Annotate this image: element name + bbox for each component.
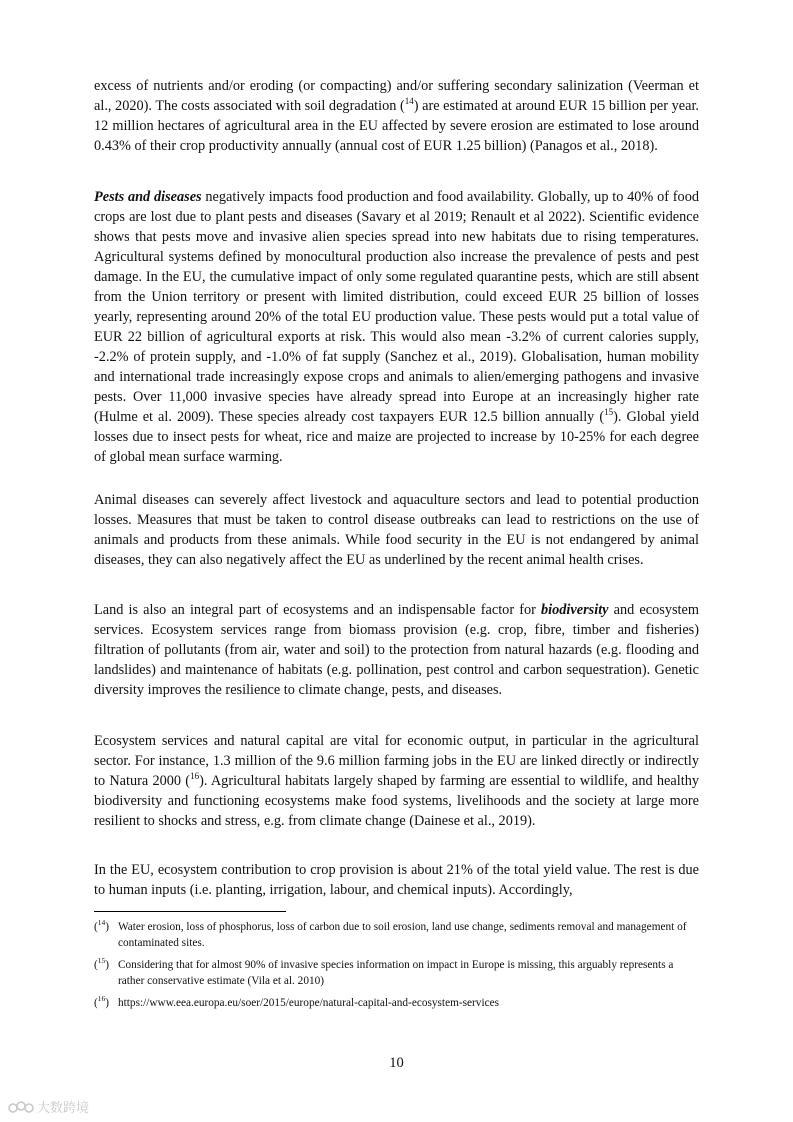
paragraph-soil-degradation: [94, 76, 699, 156]
p2-text-after: ). Global yield losses due to insect pests for wheat, rice and maize are projected to increase by 10-25% for each degree of global mean surface warming.: [94, 409, 699, 465]
p5-text: Ecosystem services and natural capital are vital for economic output, in particular in the agricultural sector. For instance, 1.3 million of the 9.6 million farming jobs in the EU are linked directly or indirectly to Natura 2000 (: [94, 733, 699, 789]
pests-diseases-heading: Pests and diseases: [94, 189, 202, 205]
footnote-16: [94, 995, 699, 1011]
paragraph-biodiversity: [94, 600, 699, 700]
p3-text: Animal diseases can severely affect livestock and aquaculture sectors and lead to potential production losses. Measures that must be taken to control disease outbreaks can lead to restrictions on the use of animals and products from these animals. While food security in the EU is not endangered by animal diseases, they can also negatively affect the EU as underlined by the recent animal health crises.: [94, 492, 699, 568]
footnote-link[interactable]: https://www.eea.europa.eu/soer/2015/europe/natural-capital-and-ecosystem-services: [118, 997, 500, 1009]
watermark-text: 大数跨境: [37, 1101, 90, 1116]
biodiversity-emphasis: biodiversity: [541, 602, 609, 618]
paragraph-ecosystem-contribution: [94, 860, 699, 900]
footnotes: [94, 919, 699, 1017]
footnote-text: Water erosion, loss of phosphorus, loss of carbon due to soil erosion, land use change, sediments removal and management of contaminated sites.: [118, 921, 687, 949]
p6-text: In the EU, ecosystem contribution to crop provision is about 21% of the total yield value. The rest is due to human inputs (i.e. planting, irrigation, labour, and chemical inputs). Accordingly,: [94, 862, 699, 898]
footnote-ref-14[interactable]: 14: [404, 96, 414, 107]
p5-text-after: ). Agricultural habitats largely shaped by farming are essential to wildlife, and healthy biodiversity and functioning ecosystems make food systems, livelihoods and the society at large more resilient to shocks and stress, e.g. from climate change (Dainese et al., 2019).: [94, 773, 699, 829]
footnote-ref-16[interactable]: 16: [190, 771, 200, 782]
p1-text: excess of nutrients and/or eroding (or compacting) and/or suffering secondary salinization (Veerman et al., 2020). The costs associated with soil degradation (: [94, 78, 699, 114]
watermark-logo-icon: [8, 1099, 34, 1115]
paragraph-ecosystem-services: [94, 731, 699, 831]
footnote-text: Considering that for almost 90% of invasive species information on impact in Europe is missing, this arguably represents a rather conservative estimate (Vila et al. 2010): [118, 959, 674, 987]
watermark: [8, 1097, 89, 1116]
page-number: 10: [389, 1055, 404, 1071]
footnote-number: ($^{14}$): [94, 918, 110, 933]
footnote-number: ($^{15}$): [94, 956, 110, 971]
p4-text-after: and ecosystem services. Ecosystem services range from biomass provision (e.g. crop, fibre, timber and fisheries) filtration of pollutants (from air, water and soil) to the protection from natural hazards (e.g. flooding and landslides) and maintenance of habitats (e.g. pollination, pest control and carbon sequestration). Genetic diversity improves the resilience to climate change, pests, and diseases.: [94, 602, 699, 698]
paragraph-animal-diseases: [94, 490, 699, 570]
p4-text: Land is also an integral part of ecosystems and an indispensable factor for: [94, 602, 542, 618]
footnote-15: [94, 957, 699, 989]
paragraph-pests-diseases: [94, 187, 699, 467]
p1-text-after: ) are estimated at around EUR 15 billion per year. 12 million hectares of agricultural area in the EU affected by severe erosion are estimated to lose around 0.43% of their crop productivity annually (annual cost of EUR 1.25 billion) (Panagos et al., 2018).: [94, 98, 699, 154]
p2-text: negatively impacts food production and food availability. Globally, up to 40% of food crops are lost due to plant pests and diseases (Savary et al 2019; Renault et al 2022). Scientific evidence shows that pests move and invasive alien species spread into new habitats due to rising temperatures. Agricultural systems defined by monocultural production also increase the prevalence of pests and pest damage. In the EU, the cumulative impact of only some regulated quarantine pests, which are still absent from the Union territory or present with limited distribution, could exceed EUR 25 billion of losses yearly, representing around 20% of the total EU production value. These pests would put a total value of EUR 22 billion of agricultural exports at risk. This would also mean -3.2% of current calories supply, -2.2% of protein supply, and -1.0% of fat supply (Sanchez et al., 2019). Globalisation, human mobility and international trade increasingly expose crops and animals to alien/emerging pathogens and invasive pests. Over 11,000 invasive species have already spread into Europe at an increasingly higher rate (Hulme et al. 2009). These species already cost taxpayers EUR 12.5 billion annually (: [94, 189, 699, 425]
footnote-divider: [94, 911, 286, 912]
footnote-14: [94, 919, 699, 951]
footnote-ref-15[interactable]: 15: [604, 407, 614, 418]
footnote-number: ($^{16}$): [94, 994, 110, 1009]
